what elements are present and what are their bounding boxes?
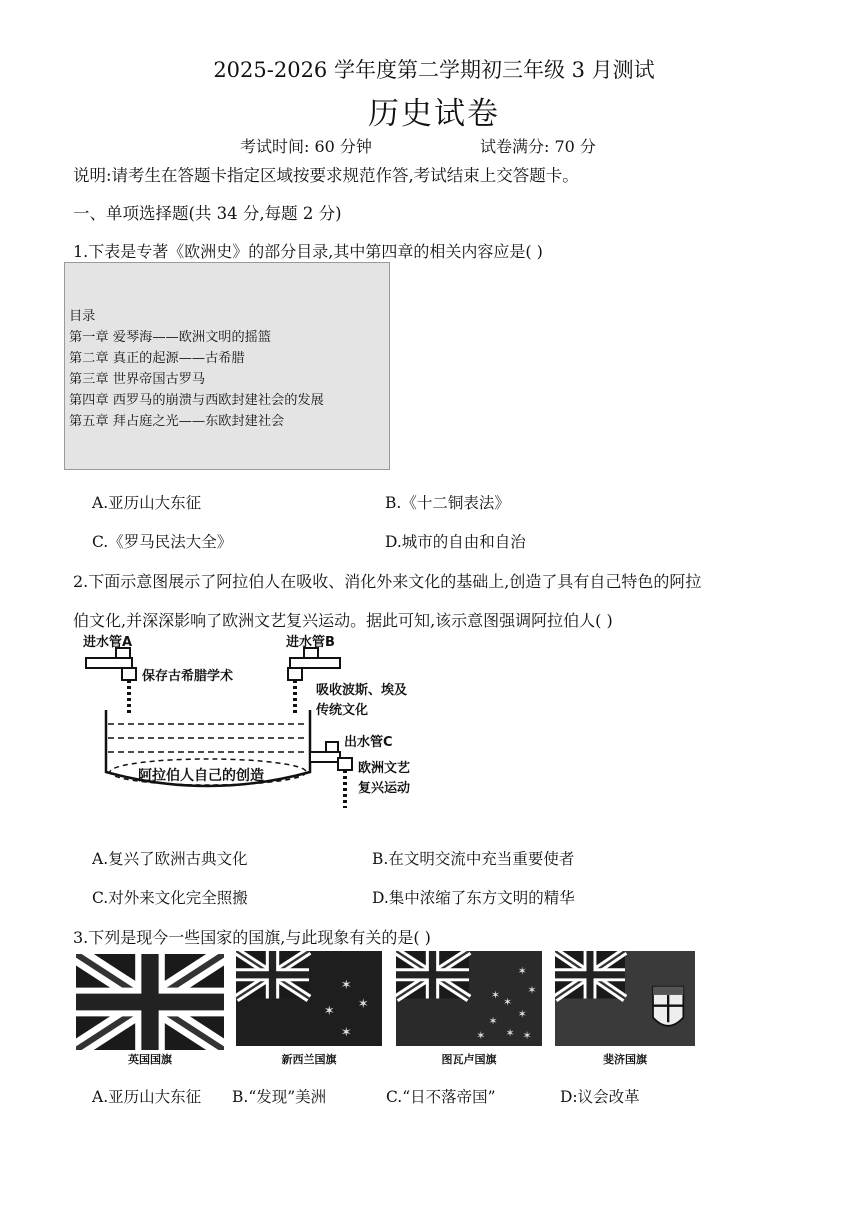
table-of-contents	[64, 262, 390, 470]
instructions: 说明:请考生在答题卡指定区域按要求规范作答,考试结束上交答题卡。	[73, 166, 579, 185]
q3-option-c: C.“日不落帝国”	[386, 1088, 496, 1106]
exam-title: 历史试卷	[368, 96, 500, 132]
q3-option-d: D:议会改革	[560, 1088, 640, 1106]
toc-item: 第一章 爱琴海——欧洲文明的摇篮	[69, 330, 272, 345]
flag-caption-fiji: 斐济国旗	[603, 1053, 647, 1066]
exam-year-line: 2025-2026 学年度第二学期初三年级 3 月测试	[213, 58, 655, 82]
question-2-stem-line1: 2.下面示意图展示了阿拉伯人在吸收、消化外来文化的基础上,创造了具有自己特色的阿拉	[73, 572, 702, 591]
toc-item: 第三章 世界帝国古罗马	[69, 372, 206, 387]
q2-option-a: A.复兴了欧洲古典文化	[92, 850, 248, 868]
svg-text:✶: ✶	[522, 1028, 532, 1042]
water-tank-diagram	[78, 632, 438, 812]
outlet-pipe-c	[310, 742, 352, 808]
tuvalu-flag-icon	[396, 951, 542, 1046]
toc-item: 第二章 真正的起源——古希腊	[69, 351, 245, 366]
toc-item: 第五章 拜占庭之光——东欧封建社会	[69, 414, 285, 429]
question-2-stem-line2: 伯文化,并深深影响了欧洲文艺复兴运动。据此可知,该示意图强调阿拉伯人( )	[73, 611, 613, 630]
fiji-flag-icon	[555, 951, 695, 1046]
new-zealand-flag-icon	[236, 951, 382, 1046]
section-heading: 一、单项选择题(共 34 分,每题 2 分)	[73, 204, 342, 223]
fiji-shield-icon	[653, 987, 683, 1026]
svg-text:✶: ✶	[503, 995, 513, 1009]
q2-option-b: B.在文明交流中充当重要使者	[372, 850, 575, 868]
svg-text:✶: ✶	[340, 978, 352, 993]
flag-caption-uk: 英国国旗	[128, 1053, 172, 1066]
svg-text:✶: ✶	[357, 997, 369, 1012]
svg-text:✶: ✶	[323, 1004, 335, 1020]
flag-caption-new-zealand: 新西兰国旗	[281, 1053, 337, 1066]
question-3-stem: 3.下列是现今一些国家的国旗,与此现象有关的是( )	[73, 928, 431, 947]
pipe-a-description: 保存古希腊学术	[142, 669, 234, 684]
toc-item: 第四章 西罗马的崩溃与西欧封建社会的发展	[69, 393, 324, 408]
pipe-c-description-2: 复兴运动	[358, 781, 411, 796]
exam-time: 考试时间: 60 分钟	[240, 137, 372, 156]
q1-option-d: D.城市的自由和自治	[385, 533, 526, 551]
pipe-b-label: 进水管B	[286, 635, 335, 650]
pipe-b-description-2: 传统文化	[316, 703, 369, 718]
q2-option-d: D.集中浓缩了东方文明的精华	[372, 889, 575, 907]
svg-text:✶: ✶	[476, 1028, 486, 1042]
q3-option-a: A.亚历山大东征	[92, 1088, 202, 1106]
svg-text:✶: ✶	[527, 983, 537, 997]
inlet-pipe-a	[86, 648, 136, 714]
svg-text:✶: ✶	[505, 1026, 515, 1040]
svg-text:✶: ✶	[340, 1025, 352, 1041]
svg-text:✶: ✶	[488, 1014, 498, 1028]
q2-option-c: C.对外来文化完全照搬	[92, 889, 248, 907]
question-1-stem: 1.下表是专著《欧洲史》的部分目录,其中第四章的相关内容应是( )	[73, 242, 543, 261]
svg-text:✶: ✶	[490, 988, 501, 1002]
pipe-c-label: 出水管C	[344, 735, 393, 750]
toc-title: 目录	[69, 309, 96, 324]
svg-text:✶: ✶	[517, 964, 527, 978]
flag-caption-tuvalu: 图瓦卢国旗	[441, 1053, 497, 1066]
uk-flag-icon	[76, 954, 224, 1050]
pipe-c-description-1: 欧洲文艺	[358, 761, 411, 776]
pipe-a-label: 进水管A	[83, 635, 133, 650]
tank-label: 阿拉伯人自己的创造	[138, 768, 264, 784]
pipe-b-description-1: 吸收波斯、埃及	[316, 683, 408, 698]
svg-text:✶: ✶	[517, 1007, 527, 1021]
q1-option-c: C.《罗马民法大全》	[92, 533, 233, 551]
q3-option-b: B.“发现”美洲	[232, 1088, 327, 1106]
q1-option-a: A.亚历山大东征	[92, 494, 202, 512]
q1-option-b: B.《十二铜表法》	[385, 494, 510, 512]
exam-full-score: 试卷满分: 70 分	[480, 137, 596, 156]
